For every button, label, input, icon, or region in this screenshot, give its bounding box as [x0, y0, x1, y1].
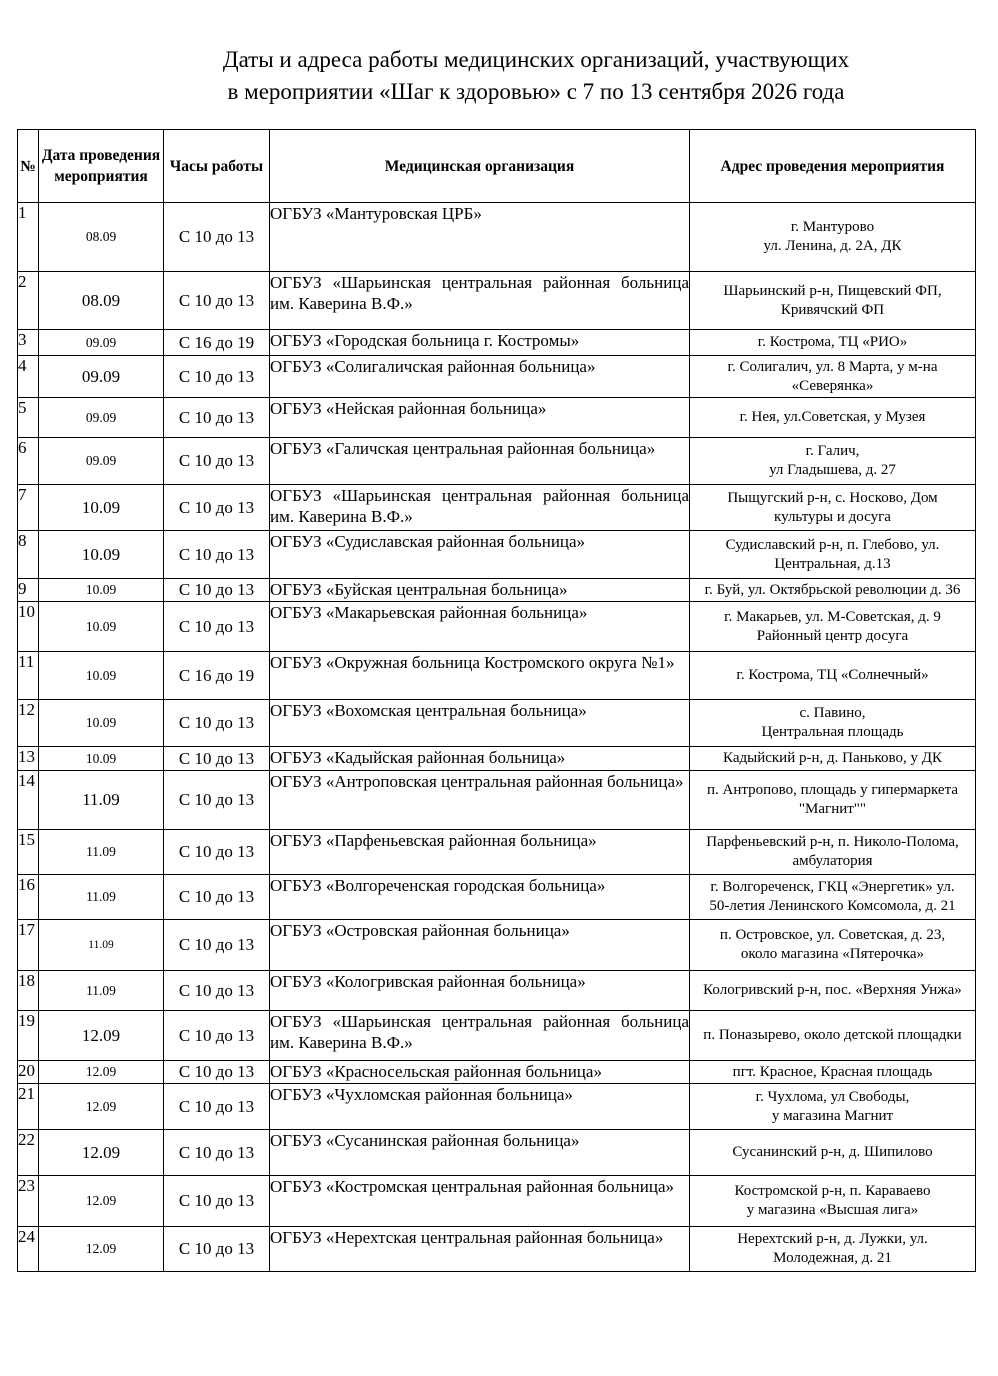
row-address-cell: Костромской р-н, п. Караваево у магазина «Высшая лига»: [690, 1176, 976, 1227]
row-organization-cell: ОГБУЗ «Городская больница г. Костромы»: [270, 330, 690, 356]
row-number-cell: 8: [18, 531, 39, 579]
table-row: [18, 920, 976, 971]
row-date-cell: 08.09: [39, 272, 164, 330]
row-organization-cell: ОГБУЗ «Кадыйская районная больница»: [270, 747, 690, 771]
row-hours-cell: С 10 до 13: [164, 602, 270, 652]
row-organization-cell: ОГБУЗ «Шарьинская центральная районная больница им. Каверина В.Ф.»: [270, 1011, 690, 1061]
row-organization-cell: ОГБУЗ «Макарьевская районная больница»: [270, 602, 690, 652]
row-number-cell: 24: [18, 1227, 39, 1272]
row-date-cell: 12.09: [39, 1227, 164, 1272]
row-number-cell: 23: [18, 1176, 39, 1227]
row-number-cell: 13: [18, 747, 39, 771]
row-address-cell: г. Макарьев, ул. М-Советская, д. 9 Районный центр досуга: [690, 602, 976, 652]
row-address-cell: Нерехтский р-н, д. Лужки, ул. Молодежная, д. 21: [690, 1227, 976, 1272]
row-address-cell: Сусанинский р-н, д. Шипилово: [690, 1130, 976, 1176]
row-hours-cell: С 10 до 13: [164, 971, 270, 1011]
row-address-cell: г. Мантурово ул. Ленина, д. 2А, ДК: [690, 203, 976, 272]
table-row: [18, 747, 976, 771]
row-number-cell: 6: [18, 438, 39, 485]
table-row: [18, 652, 976, 700]
row-address-cell: Шарьинский р-н, Пищевский ФП, Кривячский ФП: [690, 272, 976, 330]
row-date-cell: 10.09: [39, 531, 164, 579]
row-address-cell: п. Антропово, площадь у гипермаркета "Магнит"": [690, 771, 976, 830]
header-org: Медицинская организация: [270, 130, 690, 203]
row-number-cell: 20: [18, 1061, 39, 1084]
row-number-cell: 14: [18, 771, 39, 830]
row-organization-cell: ОГБУЗ «Судиславская районная больница»: [270, 531, 690, 579]
row-hours-cell: С 10 до 13: [164, 438, 270, 485]
table-row: [18, 203, 976, 272]
row-number-cell: 5: [18, 398, 39, 438]
table-row: [18, 875, 976, 920]
row-date-cell: 09.09: [39, 438, 164, 485]
row-address-cell: п. Поназырево, около детской площадки: [690, 1011, 976, 1061]
row-hours-cell: С 16 до 19: [164, 652, 270, 700]
row-address-cell: г. Кострома, ТЦ «Солнечный»: [690, 652, 976, 700]
schedule-table: [17, 129, 976, 1272]
row-hours-cell: С 10 до 13: [164, 485, 270, 531]
row-date-cell: 08.09: [39, 203, 164, 272]
row-hours-cell: С 10 до 13: [164, 875, 270, 920]
row-organization-cell: ОГБУЗ «Галичская центральная районная больница»: [270, 438, 690, 485]
table-row: [18, 438, 976, 485]
row-address-cell: Кадыйский р-н, д. Паньково, у ДК: [690, 747, 976, 771]
row-organization-cell: ОГБУЗ «Вохомская центральная больница»: [270, 700, 690, 747]
row-date-cell: 09.09: [39, 356, 164, 398]
row-organization-cell: ОГБУЗ «Волгореченская городская больница»: [270, 875, 690, 920]
row-date-cell: 10.09: [39, 579, 164, 602]
row-hours-cell: С 10 до 13: [164, 771, 270, 830]
row-date-cell: 10.09: [39, 485, 164, 531]
row-address-cell: Парфеньевский р-н, п. Николо-Полома, амбулатория: [690, 830, 976, 875]
row-date-cell: 12.09: [39, 1061, 164, 1084]
row-hours-cell: С 10 до 13: [164, 203, 270, 272]
row-date-cell: 11.09: [39, 875, 164, 920]
row-number-cell: 18: [18, 971, 39, 1011]
table-row: [18, 531, 976, 579]
row-date-cell: 10.09: [39, 652, 164, 700]
row-organization-cell: ОГБУЗ «Костромская центральная районная больница»: [270, 1176, 690, 1227]
row-number-cell: 12: [18, 700, 39, 747]
row-number-cell: 17: [18, 920, 39, 971]
row-organization-cell: ОГБУЗ «Окружная больница Костромского округа №1»: [270, 652, 690, 700]
row-organization-cell: ОГБУЗ «Антроповская центральная районная больница»: [270, 771, 690, 830]
row-address-cell: п. Островское, ул. Советская, д. 23, около магазина «Пятерочка»: [690, 920, 976, 971]
table-row: [18, 356, 976, 398]
row-hours-cell: С 10 до 13: [164, 356, 270, 398]
title-line-1: Даты и адреса работы медицинских организаций, участвующих: [222, 47, 850, 72]
row-address-cell: Судиславский р-н, п. Глебово, ул. Центральная, д.13: [690, 531, 976, 579]
table-row: [18, 579, 976, 602]
row-number-cell: 3: [18, 330, 39, 356]
row-date-cell: 12.09: [39, 1130, 164, 1176]
row-date-cell: 11.09: [39, 920, 164, 971]
row-organization-cell: ОГБУЗ «Нерехтская центральная районная больница»: [270, 1227, 690, 1272]
row-date-cell: 11.09: [39, 771, 164, 830]
row-organization-cell: ОГБУЗ «Шарьинская центральная районная больница им. Каверина В.Ф.»: [270, 485, 690, 531]
row-date-cell: 11.09: [39, 830, 164, 875]
row-organization-cell: ОГБУЗ «Сусанинская районная больница»: [270, 1130, 690, 1176]
header-address: Адрес проведения мероприятия: [690, 130, 976, 203]
row-number-cell: 22: [18, 1130, 39, 1176]
row-hours-cell: С 10 до 13: [164, 1176, 270, 1227]
table-row: [18, 971, 976, 1011]
row-number-cell: 1: [18, 203, 39, 272]
row-address-cell: Кологривский р-н, пос. «Верхняя Унжа»: [690, 971, 976, 1011]
row-address-cell: г. Чухлома, ул Свободы, у магазина Магнит: [690, 1084, 976, 1130]
row-address-cell: г. Волгореченск, ГКЦ «Энергетик» ул. 50-летия Ленинского Комсомола, д. 21: [690, 875, 976, 920]
table-row: [18, 1130, 976, 1176]
row-organization-cell: ОГБУЗ «Красносельская районная больница»: [270, 1061, 690, 1084]
row-date-cell: 11.09: [39, 971, 164, 1011]
row-number-cell: 7: [18, 485, 39, 531]
row-date-cell: 10.09: [39, 602, 164, 652]
row-date-cell: 09.09: [39, 330, 164, 356]
table-row: [18, 700, 976, 747]
title-line-2: в мероприятии «Шаг к здоровью» с 7 по 13 сентября 2026 года: [227, 79, 845, 104]
row-number-cell: 21: [18, 1084, 39, 1130]
row-number-cell: 4: [18, 356, 39, 398]
row-address-cell: пгт. Красное, Красная площадь: [690, 1061, 976, 1084]
row-hours-cell: С 16 до 19: [164, 330, 270, 356]
row-date-cell: 12.09: [39, 1011, 164, 1061]
row-organization-cell: ОГБУЗ «Кологривская районная больница»: [270, 971, 690, 1011]
table-row: [18, 1011, 976, 1061]
table-row: [18, 830, 976, 875]
row-hours-cell: С 10 до 13: [164, 1227, 270, 1272]
row-number-cell: 2: [18, 272, 39, 330]
row-address-cell: г. Галич, ул Гладышева, д. 27: [690, 438, 976, 485]
row-address-cell: г. Кострома, ТЦ «РИО»: [690, 330, 976, 356]
row-number-cell: 9: [18, 579, 39, 602]
table-row: [18, 1061, 976, 1084]
table-row: [18, 272, 976, 330]
row-organization-cell: ОГБУЗ «Шарьинская центральная районная больница им. Каверина В.Ф.»: [270, 272, 690, 330]
table-row: [18, 398, 976, 438]
table-row: [18, 330, 976, 356]
header-hours: Часы работы: [164, 130, 270, 203]
row-date-cell: 12.09: [39, 1084, 164, 1130]
row-number-cell: 10: [18, 602, 39, 652]
row-address-cell: Пыщугский р-н, с. Носково, Дом культуры и досуга: [690, 485, 976, 531]
row-organization-cell: ОГБУЗ «Нейская районная больница»: [270, 398, 690, 438]
row-hours-cell: С 10 до 13: [164, 272, 270, 330]
header-date: Дата проведения мероприятия: [39, 130, 164, 203]
table-header-row: [18, 130, 976, 203]
row-number-cell: 16: [18, 875, 39, 920]
row-organization-cell: ОГБУЗ «Парфеньевская районная больница»: [270, 830, 690, 875]
row-number-cell: 11: [18, 652, 39, 700]
row-hours-cell: С 10 до 13: [164, 1130, 270, 1176]
row-address-cell: г. Солигалич, ул. 8 Марта, у м-на «Северянка»: [690, 356, 976, 398]
row-date-cell: 10.09: [39, 700, 164, 747]
row-address-cell: г. Буй, ул. Октябрьской революции д. 36: [690, 579, 976, 602]
header-num: №: [18, 130, 39, 203]
row-hours-cell: С 10 до 13: [164, 531, 270, 579]
row-hours-cell: С 10 до 13: [164, 579, 270, 602]
row-organization-cell: ОГБУЗ «Чухломская районная больница»: [270, 1084, 690, 1130]
row-organization-cell: ОГБУЗ «Мантуровская ЦРБ»: [270, 203, 690, 272]
row-date-cell: 09.09: [39, 398, 164, 438]
row-hours-cell: С 10 до 13: [164, 1061, 270, 1084]
row-hours-cell: С 10 до 13: [164, 1011, 270, 1061]
table-row: [18, 1084, 976, 1130]
row-organization-cell: ОГБУЗ «Островская районная больница»: [270, 920, 690, 971]
row-hours-cell: С 10 до 13: [164, 700, 270, 747]
row-hours-cell: С 10 до 13: [164, 920, 270, 971]
row-hours-cell: С 10 до 13: [164, 830, 270, 875]
table-row: [18, 1176, 976, 1227]
table-row: [18, 602, 976, 652]
table-row: [18, 771, 976, 830]
row-hours-cell: С 10 до 13: [164, 1084, 270, 1130]
row-number-cell: 19: [18, 1011, 39, 1061]
page-title: [0, 44, 998, 108]
row-organization-cell: ОГБУЗ «Солигаличская районная больница»: [270, 356, 690, 398]
row-hours-cell: С 10 до 13: [164, 398, 270, 438]
row-address-cell: г. Нея, ул.Советская, у Музея: [690, 398, 976, 438]
row-address-cell: с. Павино, Центральная площадь: [690, 700, 976, 747]
row-hours-cell: С 10 до 13: [164, 747, 270, 771]
row-date-cell: 10.09: [39, 747, 164, 771]
table-row: [18, 1227, 976, 1272]
row-organization-cell: ОГБУЗ «Буйская центральная больница»: [270, 579, 690, 602]
table-row: [18, 485, 976, 531]
row-date-cell: 12.09: [39, 1176, 164, 1227]
row-number-cell: 15: [18, 830, 39, 875]
